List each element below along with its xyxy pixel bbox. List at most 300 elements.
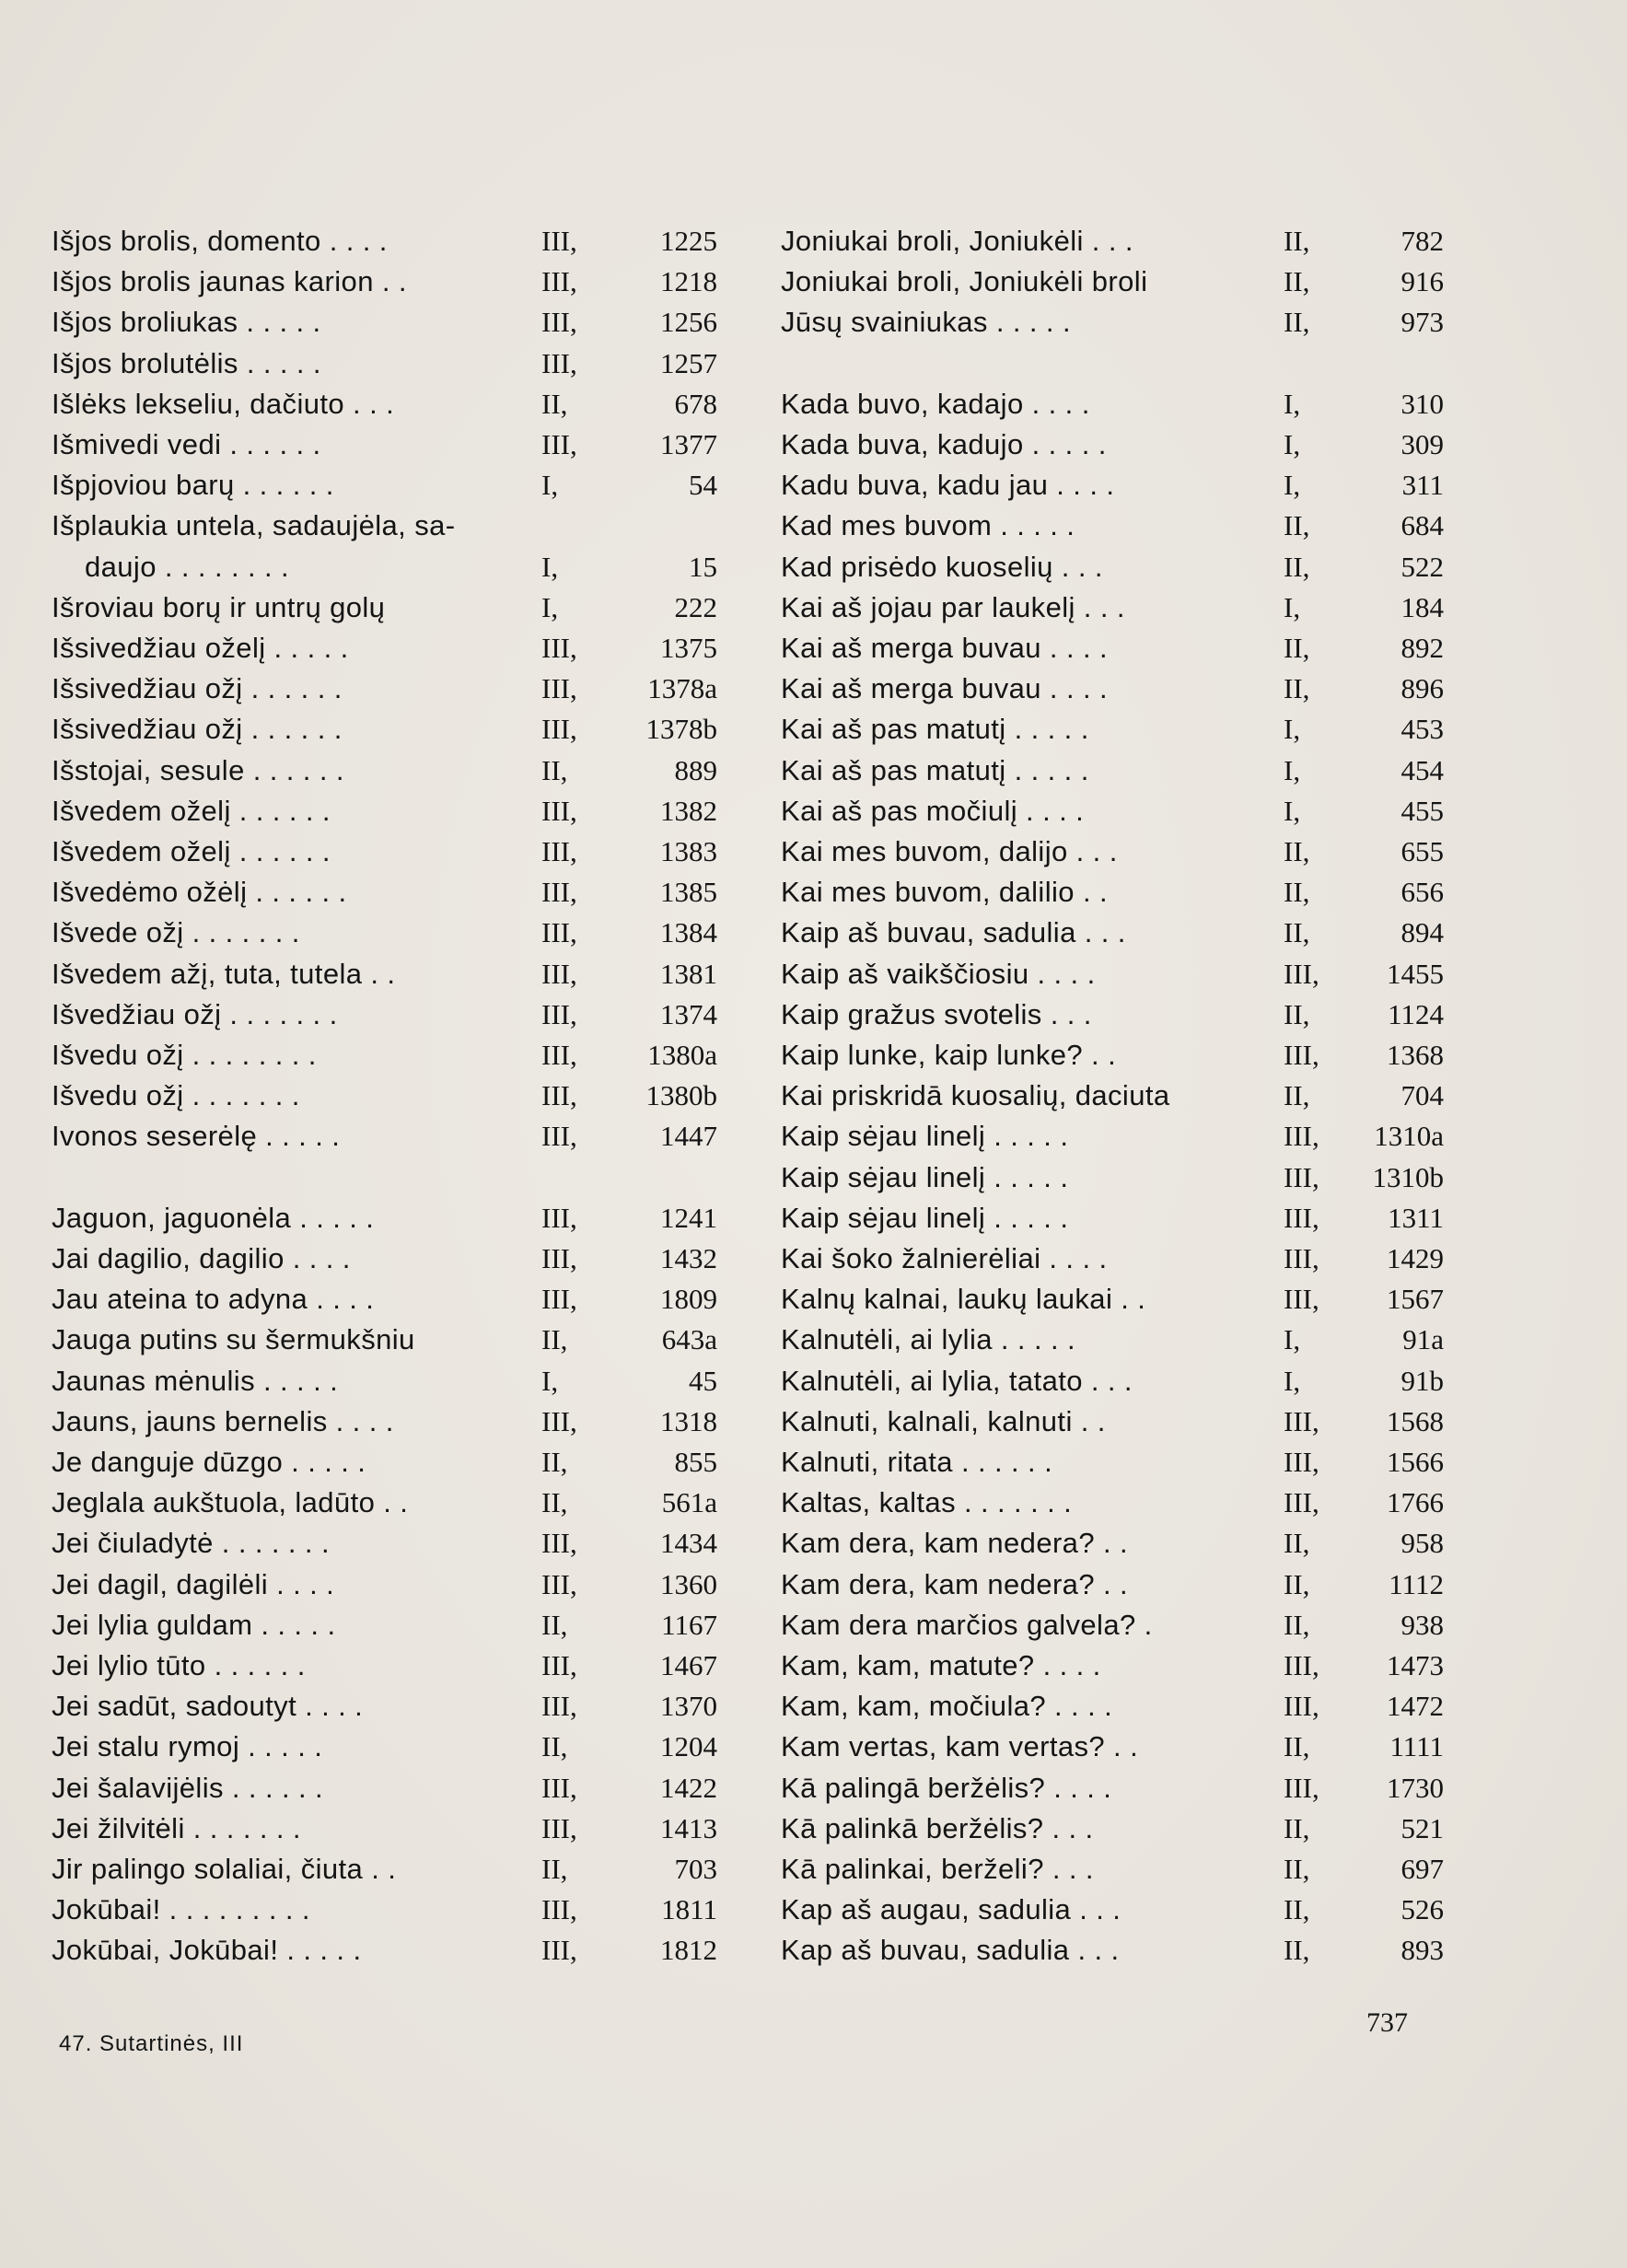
- index-entry: [781, 994, 1444, 1035]
- index-entry: [52, 994, 717, 1035]
- index-entry: [52, 343, 717, 384]
- entry-number: 916: [1400, 265, 1444, 298]
- entry-volume: III,: [1284, 1160, 1319, 1193]
- entry-volume: II,: [541, 1730, 568, 1763]
- entry-number: 1256: [660, 306, 717, 339]
- index-entry: [781, 913, 1444, 953]
- entry-number: 1167: [661, 1608, 717, 1641]
- index-entry: [781, 465, 1444, 506]
- entry-title: Išjos brolutėlis . . . . .: [52, 346, 321, 379]
- entry-title: Jei čiuladytė . . . . . . .: [52, 1527, 330, 1560]
- entry-title: Išvedėmo ožėlį . . . . . .: [52, 876, 347, 909]
- entry-number: 1432: [660, 1242, 717, 1274]
- entry-title: Joniukai broli, Joniukėli broli: [781, 265, 1148, 298]
- index-entry: [52, 791, 717, 832]
- index-entry: [781, 791, 1444, 832]
- entry-title: Kada buva, kadujo . . . . .: [781, 428, 1107, 460]
- entry-number: 1413: [660, 1811, 717, 1844]
- entry-number: 958: [1400, 1527, 1444, 1560]
- index-entry: [52, 872, 717, 913]
- entry-title: Kai šoko žalnierėliai . . . .: [781, 1242, 1108, 1274]
- entry-volume: III,: [1284, 1120, 1319, 1153]
- entry-volume: III,: [541, 1404, 577, 1437]
- entry-number: 1422: [660, 1771, 717, 1804]
- index-entry: [781, 1279, 1444, 1320]
- entry-volume: I,: [1284, 1323, 1301, 1356]
- index-entry: [781, 1198, 1444, 1239]
- index-entry: [781, 1483, 1444, 1523]
- entry-number: 91a: [1402, 1323, 1444, 1356]
- entry-volume: III,: [541, 1649, 577, 1681]
- entry-title: Jaguon, jaguonėla . . . . .: [52, 1201, 375, 1234]
- index-entry: [52, 1076, 717, 1116]
- entry-number: 1112: [1389, 1567, 1444, 1600]
- entry-volume: III,: [541, 672, 577, 705]
- entry-number: 1429: [1387, 1242, 1444, 1274]
- entry-title: Kad prisėdo kuoselių . . .: [781, 550, 1103, 583]
- index-entry: [781, 1320, 1444, 1360]
- entry-volume: II,: [1284, 632, 1310, 664]
- entry-volume: III,: [541, 1079, 577, 1112]
- entry-volume: II,: [1284, 672, 1310, 705]
- entry-title: Išjos brolis jaunas karion . .: [52, 265, 407, 298]
- entry-title: Išsivedžiau oželį . . . . .: [52, 632, 349, 664]
- entry-number: 643a: [661, 1323, 717, 1356]
- index-entry: [52, 302, 717, 343]
- entry-volume: III,: [541, 1771, 577, 1804]
- entry-number: 184: [1400, 590, 1444, 623]
- entry-volume: II,: [541, 753, 568, 786]
- entry-volume: I,: [541, 469, 559, 502]
- entry-number: 1374: [660, 997, 717, 1030]
- entry-number: 91b: [1400, 1364, 1444, 1397]
- entry-number: 889: [674, 753, 717, 786]
- entry-volume: III,: [541, 997, 577, 1030]
- index-entry: [52, 1523, 717, 1564]
- entry-volume: I,: [1284, 713, 1301, 746]
- entry-number: 1467: [660, 1649, 717, 1681]
- entry-volume: II,: [541, 1853, 568, 1885]
- entry-title: Išsivedžiau ožį . . . . . .: [52, 713, 343, 746]
- entry-title: Jūsų svainiukas . . . . .: [781, 306, 1071, 339]
- index-entry: [781, 1116, 1444, 1157]
- entry-volume: III,: [1284, 1446, 1319, 1478]
- entry-number: 782: [1400, 225, 1444, 257]
- entry-volume: II,: [541, 1486, 568, 1519]
- entry-volume: I,: [541, 590, 559, 623]
- entry-number: 894: [1400, 916, 1444, 949]
- entry-volume: III,: [541, 1283, 577, 1316]
- entry-number: 310: [1400, 387, 1444, 420]
- entry-title: Kai aš merga buvau . . . .: [781, 672, 1109, 705]
- entry-title: Kalnuti, ritata . . . . . .: [781, 1446, 1053, 1478]
- index-entry: [781, 832, 1444, 872]
- entry-volume: I,: [1284, 1364, 1301, 1397]
- index-entry: [52, 1198, 717, 1239]
- entry-volume: II,: [1284, 1893, 1310, 1926]
- entry-number: 454: [1400, 753, 1444, 786]
- index-entry: [52, 1605, 717, 1646]
- entry-volume: II,: [1284, 1567, 1310, 1600]
- entry-title: Kai mes buvom, dalilio . .: [781, 876, 1108, 909]
- entry-number: 1380a: [647, 1039, 717, 1071]
- index-entry: [781, 709, 1444, 750]
- entry-title-continuation: daujo . . . . . . . .: [85, 550, 290, 583]
- entry-volume: I,: [1284, 794, 1301, 827]
- entry-number: 655: [1400, 835, 1444, 867]
- index-entry: [52, 913, 717, 953]
- entry-volume: III,: [541, 1242, 577, 1274]
- index-entry: [781, 1605, 1444, 1646]
- entry-number: 1124: [1388, 997, 1444, 1030]
- entry-volume: III,: [541, 876, 577, 909]
- entry-number: 1567: [1387, 1283, 1444, 1316]
- index-entry: [781, 628, 1444, 669]
- entry-title: Išpjoviou barų . . . . . .: [52, 469, 334, 502]
- entry-title: Išplaukia untela, sadaujėla, sa-: [52, 509, 456, 542]
- entry-number: 1360: [660, 1567, 717, 1600]
- entry-title: Kai aš pas matutį . . . . .: [781, 753, 1089, 786]
- entry-number: 309: [1400, 428, 1444, 460]
- entry-number: 892: [1400, 632, 1444, 664]
- index-entry: [52, 465, 717, 506]
- entry-number: 1382: [660, 794, 717, 827]
- index-entry: [52, 669, 717, 709]
- entry-title: Jeglala aukštuola, ladūto . .: [52, 1486, 409, 1519]
- entry-number: 1378a: [647, 672, 717, 705]
- entry-volume: III,: [541, 713, 577, 746]
- index-entry: [781, 1402, 1444, 1442]
- index-entry: [52, 1320, 717, 1360]
- entry-volume: II,: [1284, 509, 1310, 542]
- entry-title: Kadu buva, kadu jau . . . .: [781, 469, 1115, 502]
- entry-volume: III,: [1284, 1242, 1319, 1274]
- entry-volume: II,: [541, 1446, 568, 1478]
- entry-volume: III,: [1284, 1690, 1319, 1723]
- entry-number: 311: [1401, 469, 1444, 502]
- index-entry: [781, 1523, 1444, 1564]
- entry-number: 1310a: [1374, 1120, 1444, 1153]
- entry-title: Kaip lunke, kaip lunke? . .: [781, 1039, 1117, 1071]
- entry-number: 1730: [1387, 1771, 1444, 1804]
- index-entry: [781, 1239, 1444, 1279]
- index-entry: [781, 384, 1444, 425]
- entry-volume: III,: [541, 265, 577, 298]
- entry-number: 1811: [661, 1893, 717, 1926]
- entry-number: 1311: [1388, 1201, 1444, 1234]
- entry-volume: II,: [1284, 1608, 1310, 1641]
- entry-number: 561a: [661, 1486, 717, 1519]
- entry-number: 1380b: [645, 1079, 717, 1112]
- index-entry: [52, 506, 717, 587]
- entry-number: 1378b: [645, 713, 717, 746]
- entry-volume: III,: [1284, 1771, 1319, 1804]
- entry-number: 522: [1400, 550, 1444, 583]
- index-entry: [781, 1076, 1444, 1116]
- entry-volume: II,: [1284, 1527, 1310, 1560]
- entry-number: 1472: [1387, 1690, 1444, 1723]
- entry-title: Kalnuti, kalnali, kalnuti . .: [781, 1404, 1106, 1437]
- index-entry: [781, 587, 1444, 628]
- entry-number: 938: [1400, 1608, 1444, 1641]
- entry-volume: I,: [1284, 469, 1301, 502]
- page-number: 737: [1366, 2007, 1408, 2038]
- entry-title: Kai aš pas močiulį . . . .: [781, 794, 1085, 827]
- index-entry: [781, 750, 1444, 791]
- index-entry: [781, 669, 1444, 709]
- index-entry: [781, 506, 1444, 546]
- entry-title: Jauns, jauns bernelis . . . .: [52, 1404, 394, 1437]
- entry-volume: III,: [541, 428, 577, 460]
- index-entry: [781, 1157, 1444, 1198]
- entry-volume: III,: [1284, 1486, 1319, 1519]
- entry-title: Išvedem ažį, tuta, tutela . .: [52, 957, 396, 990]
- entry-title: Kaip aš buvau, sadulia . . .: [781, 916, 1126, 949]
- index-entry: [781, 1442, 1444, 1483]
- entry-title: Kalnutėli, ai lylia, tatato . . .: [781, 1364, 1133, 1397]
- entry-title: Kai aš jojau par laukelį . . .: [781, 590, 1125, 623]
- entry-number: 1241: [660, 1201, 717, 1234]
- entry-title: Išstojai, sesule . . . . . .: [52, 753, 344, 786]
- entry-number: 453: [1400, 713, 1444, 746]
- entry-title: Išvedem oželį . . . . . .: [52, 835, 331, 867]
- entry-volume: I,: [1284, 387, 1301, 420]
- index-entry: [52, 1035, 717, 1076]
- entry-number: 1370: [660, 1690, 717, 1723]
- entry-title: Išroviau borų ir untrų golų: [52, 590, 386, 623]
- entry-title: Ivonos seserėlę . . . . .: [52, 1120, 341, 1153]
- index-entry: [52, 262, 717, 302]
- entry-number: 1257: [660, 346, 717, 379]
- index-entry: [52, 628, 717, 669]
- entry-number: 1566: [1387, 1446, 1444, 1478]
- entry-volume: III,: [1284, 1039, 1319, 1071]
- entry-number: 54: [689, 469, 717, 502]
- entry-title: Kad mes buvom . . . . .: [781, 509, 1075, 542]
- index-entry: [52, 1239, 717, 1279]
- entry-volume: II,: [1284, 1730, 1310, 1763]
- entry-volume: I,: [541, 1364, 559, 1397]
- index-entry: [781, 1035, 1444, 1076]
- entry-title: Jau ateina to adyna . . . .: [52, 1283, 375, 1316]
- index-entry: [781, 1727, 1444, 1767]
- index-entry: [52, 1442, 717, 1483]
- entry-title: Jei šalavijėlis . . . . . .: [52, 1771, 324, 1804]
- entry-title: Jei stalu rymoj . . . . .: [52, 1730, 323, 1763]
- entry-title: Išvede ožį . . . . . . .: [52, 916, 300, 949]
- entry-title: Kalnų kalnai, laukų laukai . .: [781, 1283, 1146, 1316]
- entry-number: 697: [1400, 1853, 1444, 1885]
- entry-volume: III,: [541, 1690, 577, 1723]
- entry-title: Kada buvo, kadajo . . . .: [781, 387, 1090, 420]
- entry-title: Kap aš buvau, sadulia . . .: [781, 1934, 1120, 1967]
- entry-number: 1766: [1387, 1486, 1444, 1519]
- entry-number: 526: [1400, 1893, 1444, 1926]
- entry-number: 656: [1400, 876, 1444, 909]
- entry-volume: II,: [1284, 876, 1310, 909]
- entry-volume: III,: [541, 1934, 577, 1967]
- index-entry: [52, 221, 717, 262]
- entry-title: Jei žilvitėli . . . . . . .: [52, 1811, 301, 1844]
- entry-title: Kaip sėjau linelį . . . . .: [781, 1201, 1069, 1234]
- entry-number: 1385: [660, 876, 717, 909]
- entry-number: 1384: [660, 916, 717, 949]
- index-entry: [52, 1890, 717, 1930]
- index-entry: [781, 1361, 1444, 1402]
- entry-number: 1447: [660, 1120, 717, 1153]
- entry-volume: II,: [541, 1323, 568, 1356]
- entry-title: Išlėks lekseliu, dačiuto . . .: [52, 387, 395, 420]
- entry-volume: III,: [541, 1527, 577, 1560]
- entry-number: 1377: [660, 428, 717, 460]
- entry-volume: III,: [541, 916, 577, 949]
- entry-title: Išvedem oželį . . . . . .: [52, 794, 331, 827]
- entry-title: Išvedu ožį . . . . . . .: [52, 1079, 300, 1112]
- entry-number: 1383: [660, 835, 717, 867]
- index-entry: [781, 1686, 1444, 1727]
- index-entry: [52, 1686, 717, 1727]
- entry-title: Išvedžiau ožį . . . . . . .: [52, 997, 338, 1030]
- entry-number: 222: [674, 590, 717, 623]
- entry-number: 893: [1400, 1934, 1444, 1967]
- entry-number: 1368: [1387, 1039, 1444, 1071]
- entry-volume: III,: [541, 1201, 577, 1234]
- entry-number: 1318: [660, 1404, 717, 1437]
- entry-volume: III,: [541, 1567, 577, 1600]
- index-entry: [52, 1279, 717, 1320]
- index-entry: [781, 1849, 1444, 1890]
- index-entry: [52, 1768, 717, 1809]
- entry-number: 1381: [660, 957, 717, 990]
- entry-number: 1310b: [1372, 1160, 1444, 1193]
- entry-title: Kai aš merga buvau . . . .: [781, 632, 1109, 664]
- entry-number: 1218: [660, 265, 717, 298]
- entry-title: Kalnutėli, ai lylia . . . . .: [781, 1323, 1076, 1356]
- entry-number: 1111: [1389, 1730, 1444, 1763]
- index-entry: [52, 1564, 717, 1605]
- entry-volume: II,: [541, 387, 568, 420]
- entry-number: 1375: [660, 632, 717, 664]
- entry-volume: II,: [1284, 1934, 1310, 1967]
- entry-volume: I,: [1284, 753, 1301, 786]
- index-entry: [781, 872, 1444, 913]
- entry-volume: III,: [541, 835, 577, 867]
- entry-volume: II,: [1284, 1811, 1310, 1844]
- entry-number: 521: [1400, 1811, 1444, 1844]
- entry-volume: II,: [1284, 1853, 1310, 1885]
- entry-number: 896: [1400, 672, 1444, 705]
- entry-number: 1473: [1387, 1649, 1444, 1681]
- entry-title: Joniukai broli, Joniukėli . . .: [781, 225, 1133, 257]
- entry-volume: III,: [541, 1811, 577, 1844]
- entry-title: Išjos brolis, domento . . . .: [52, 225, 388, 257]
- index-entry: [52, 1809, 717, 1849]
- entry-title: Jai dagilio, dagilio . . . .: [52, 1242, 351, 1274]
- entry-number: 15: [689, 550, 717, 583]
- entry-title: Jaunas mėnulis . . . . .: [52, 1364, 339, 1397]
- entry-number: 678: [674, 387, 717, 420]
- entry-volume: III,: [1284, 1283, 1319, 1316]
- entry-title: Išsivedžiau ožį . . . . . .: [52, 672, 343, 705]
- entry-title: Kaip sėjau linelį . . . . .: [781, 1160, 1069, 1193]
- entry-volume: III,: [1284, 1404, 1319, 1437]
- index-entry: [52, 1646, 717, 1686]
- index-entry: [781, 425, 1444, 465]
- index-entry: [52, 1849, 717, 1890]
- entry-volume: II,: [1284, 997, 1310, 1030]
- index-entry: [781, 547, 1444, 587]
- entry-volume: III,: [541, 1039, 577, 1071]
- entry-title: Kaltas, kaltas . . . . . . .: [781, 1486, 1073, 1519]
- entry-number: 45: [689, 1364, 717, 1397]
- entry-volume: III,: [541, 225, 577, 257]
- entry-number: 1809: [660, 1283, 717, 1316]
- entry-title: Kā palinkai, berželi? . . .: [781, 1853, 1094, 1885]
- index-entry: [52, 1483, 717, 1523]
- entry-number: 684: [1400, 509, 1444, 542]
- entry-volume: III,: [541, 306, 577, 339]
- entry-volume: III,: [541, 794, 577, 827]
- index-entry: [781, 1930, 1444, 1971]
- index-entry: [781, 1890, 1444, 1930]
- entry-number: 1568: [1387, 1404, 1444, 1437]
- entry-volume: III,: [541, 632, 577, 664]
- index-entry: [781, 1768, 1444, 1809]
- entry-title: Kai mes buvom, dalijo . . .: [781, 835, 1118, 867]
- entry-title: Kai aš pas matutį . . . . .: [781, 713, 1089, 746]
- entry-volume: III,: [541, 1893, 577, 1926]
- entry-title: Kam, kam, močiula? . . . .: [781, 1690, 1113, 1723]
- entry-title: Jei lylia guldam . . . . .: [52, 1608, 336, 1641]
- index-entry: [52, 1361, 717, 1402]
- entry-volume: II,: [541, 1608, 568, 1641]
- entry-title: Išmivedi vedi . . . . . .: [52, 428, 321, 460]
- entry-title: Je danguje dūzgo . . . . .: [52, 1446, 366, 1478]
- entry-title: Kā palinkā beržėlis? . . .: [781, 1811, 1094, 1844]
- entry-title: Jei sadūt, sadoutyt . . . .: [52, 1690, 364, 1723]
- index-entry: [52, 709, 717, 750]
- entry-title: Kai priskridā kuosalių, daciuta: [781, 1079, 1170, 1112]
- entry-title: Kap aš augau, sadulia . . .: [781, 1893, 1121, 1926]
- index-entry: [781, 221, 1444, 262]
- entry-title: Kam dera, kam nedera? . .: [781, 1527, 1129, 1560]
- entry-volume: II,: [1284, 835, 1310, 867]
- index-entry: [52, 1116, 717, 1157]
- entry-title: Išvedu ožį . . . . . . . .: [52, 1039, 317, 1071]
- entry-volume: II,: [1284, 550, 1310, 583]
- entry-title: Kaip sėjau linelį . . . . .: [781, 1120, 1069, 1153]
- index-entry: [52, 1402, 717, 1442]
- index-entry: [52, 1727, 717, 1767]
- entry-volume: I,: [541, 550, 559, 583]
- entry-number: 973: [1400, 306, 1444, 339]
- entry-volume: III,: [541, 957, 577, 990]
- entry-number: 703: [674, 1853, 717, 1885]
- entry-title: Jei dagil, dagilėli . . . .: [52, 1567, 335, 1600]
- entry-title: Kaip gražus svotelis . . .: [781, 997, 1092, 1030]
- index-entry: [52, 750, 717, 791]
- index-entry: [52, 425, 717, 465]
- entry-volume: III,: [1284, 957, 1319, 990]
- index-entry: [781, 1564, 1444, 1605]
- index-entry: [781, 302, 1444, 343]
- entry-number: 1225: [660, 225, 717, 257]
- entry-title: Jokūbai! . . . . . . . . .: [52, 1893, 310, 1926]
- index-entry: [52, 832, 717, 872]
- entry-title: Kam vertas, kam vertas? . .: [781, 1730, 1139, 1763]
- index-entry: [52, 954, 717, 994]
- entry-volume: II,: [1284, 265, 1310, 298]
